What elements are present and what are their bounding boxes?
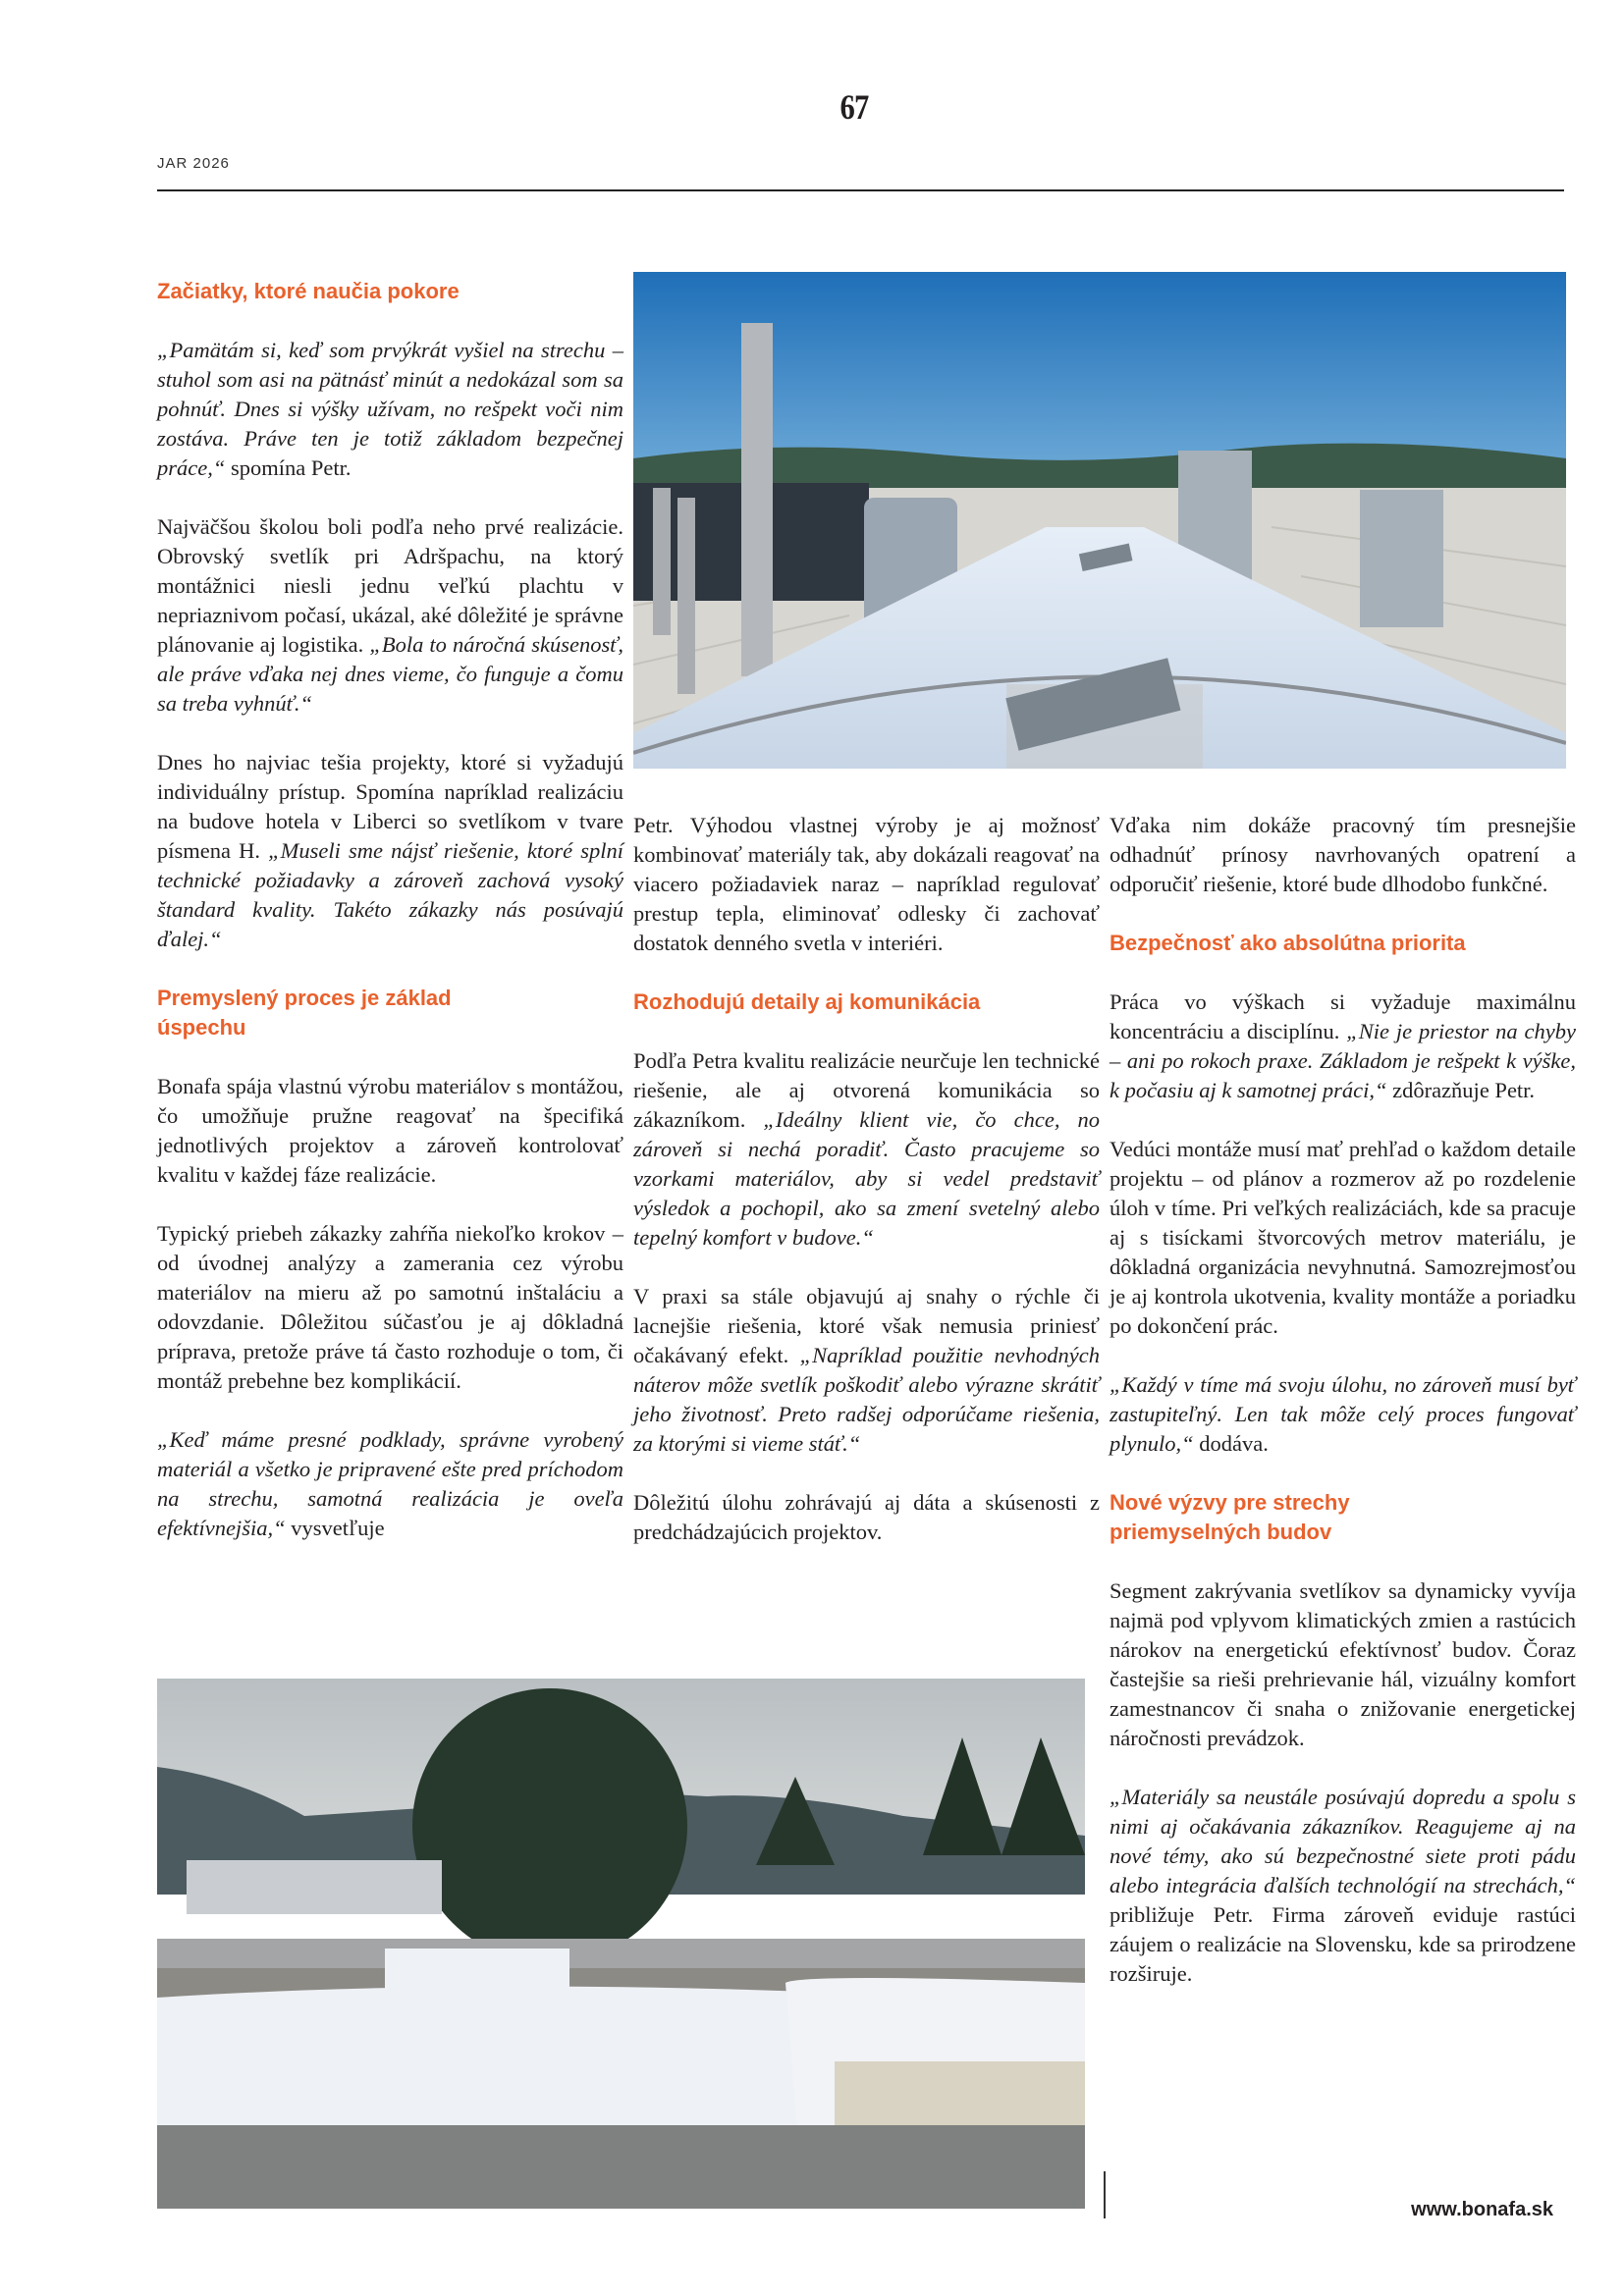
section-heading: Začiatky, ktoré naučia pokore — [157, 279, 460, 303]
quote: „Pamätám si, keď som prvýkrát vyšiel na strechu – stuhol som asi na pätnásť minút a nedokázal som sa pohnúť. Dnes si výšky užívam, no rešpekt voči nim zostáva. Práve ten je totiž základom bezpečnej práce,“ — [157, 338, 623, 480]
website-link[interactable]: www.bonafa.sk — [1411, 2199, 1553, 2220]
paragraph: Dôležitú úlohu zohrávajú aj dáta a skúsenosti z predchádzajúcich projektov. — [633, 1490, 1100, 1544]
article-column-1 — [157, 277, 623, 1573]
quote: „Každý v tíme má svoju úlohu, no zároveň musí byť zastupiteľný. Len tak môže celý proces fungovať plynulo,“ — [1110, 1372, 1576, 1456]
paragraph: „Pamätám si, keď som prvýkrát vyšiel na strechu – stuhol som asi na pätnásť minút a nedokázal som sa pohnúť. Dnes si výšky užívam, no rešpekt voči nim zostáva. Práve ten je totiž základom bezpečnej práce,“ spomína Petr. — [157, 338, 623, 480]
paragraph: Bonafa spája vlastnú výrobu materiálov s montážou, čo umožňuje pružne reagovať na špecifiká jednotlivých projektov a zároveň kontrolovať kvalitu v každej fáze realizácie. — [157, 1074, 623, 1187]
section-heading: Premyslený proces je základ úspechu — [157, 986, 452, 1040]
quote: „Nie je priestor na chyby – ani po rokoch praxe. Základom je rešpekt k výške, k počasiu aj k samotnej práci,“ — [1110, 1019, 1576, 1102]
page-number: 67 — [839, 87, 869, 127]
issue-label: JAR 2026 — [157, 155, 230, 172]
paragraph: Typický priebeh zákazky zahŕňa niekoľko krokov – od úvodnej analýzy a zamerania cez výrobu materiálov na mieru až po samotnú inštaláciu a odovzdanie. Dôležitou súčasťou je aj dôkladná príprava, pretože práve tá často rozhoduje o tom, či montáž prebehne bez komplikácií. — [157, 1221, 623, 1393]
footer-divider — [1104, 2171, 1106, 2218]
paragraph: Práca vo výškach si vyžaduje maximálnu koncentráciu a disciplínu. „Nie je priestor na chyby – ani po rokoch praxe. Základom je rešpekt k výške, k počasiu aj k samotnej práci,“ zdôrazňuje Petr. — [1110, 989, 1576, 1102]
paragraph: Segment zakrývania svetlíkov sa dynamicky vyvíja najmä pod vplyvom klimatických zmien a rastúcich nárokov na energetickú efektívnosť budov. Čoraz častejšie sa rieši prehrievanie hál, vizuálny komfort zamestnancov či snaha o znižovanie energetickej náročnosti prevádzok. — [1110, 1578, 1576, 1750]
paragraph: Petr. Výhodou vlastnej výroby je aj možnosť kombinovať materiály tak, aby dokázali reagovať na viacero požiadaviek naraz – napríklad regulovať prestup tepla, eliminovať odlesky či zachovať dostatok denného svetla v interiéri. — [633, 813, 1100, 955]
quote: „Keď máme presné podklady, správne vyrobený materiál a všetko je pripravené ešte pred príchodom na strechu, samotná realizácia je oveľa efektívnejšia,“ — [157, 1427, 623, 1540]
paragraph: Vedúci montáže musí mať prehľad o každom detaile projektu – od plánov a rozmerov až po rozdelenie úloh v tíme. Pri veľkých realizáciách, kde sa pracuje aj s tisíckami štvorcových metrov materiálu, je dôkladná organizácia nevyhnutná. Samozrejmosťou je aj kontrola ukotvenia, kvality montáže a poriadku po dokončení prác. — [1110, 1137, 1576, 1338]
quote: „Ideálny klient vie, čo chce, no zároveň si nechá poradiť. Často pracujeme so vzorkami materiálov, aby si vedel predstaviť výsledok a pochopil, ako sa zmení svetelný alebo tepelný komfort v budove.“ — [633, 1107, 1100, 1250]
quote: „Materiály sa neustále posúvajú dopredu a spolu s nimi aj očakávania zákazníkov. Reagujeme aj na nové témy, ako sú bezpečnostné siete proti pádu alebo integrácia ďalších technológií na strechách,“ — [1110, 1785, 1576, 1897]
section-heading: Nové výzvy pre strechy priemyselných budov — [1110, 1490, 1350, 1544]
quote: „Napríklad použitie nevhodných náterov môže svetlík poškodiť alebo výrazne skrátiť jeho životnosť. Preto radšej odporúčame riešenia, za ktorými si vieme stáť.“ — [633, 1343, 1100, 1456]
paragraph: Dnes ho najviac tešia projekty, ktoré si vyžadujú individuálny prístup. Spomína napríklad realizáciu na budove hotela v Liberci so svetlíkom v tvare písmena H. „Museli sme nájsť riešenie, ktoré splní technické požiadavky a zároveň zachová vysoký štandard kvality. Takéto zákazky nás posúvajú ďalej.“ — [157, 750, 623, 951]
section-heading: Rozhodujú detaily aj komunikácia — [633, 989, 981, 1014]
quote: „Museli sme nájsť riešenie, ktoré splní technické požiadavky a zároveň zachová vysoký štandard kvality. Takéto zákazky nás posúvajú ďalej.“ — [157, 838, 623, 951]
paragraph: „Materiály sa neustále posúvajú dopredu a spolu s nimi aj očakávania zákazníkov. Reagujeme aj na nové témy, ako sú bezpečnostné siete proti pádu alebo integrácia ďalších technológií na strechách,“ približuje Petr. Firma zároveň eviduje rastúci záujem o realizácie na Slovensku, kde sa prirodzene rozširuje. — [1110, 1785, 1576, 1986]
quote: „Bola to náročná skúsenosť, ale práve vďaka nej dnes vieme, čo funguje a čomu sa treba vyhnúť.“ — [157, 632, 624, 716]
photo-flat-roof-skylights — [157, 1679, 1085, 2209]
paragraph: Podľa Petra kvalitu realizácie neurčuje len technické riešenie, ale aj otvorená komunikácia so zákazníkom. „Ideálny klient vie, čo chce, no zároveň si nechá poradiť. Často pracujeme so vzorkami materiálov, aby si vedel predstaviť výsledok a pochopil, ako sa zmení svetelný alebo tepelný komfort v budove.“ — [633, 1048, 1100, 1250]
paragraph: „Keď máme presné podklady, správne vyrobený materiál a všetko je pripravené ešte pred príchodom na strechu, samotná realizácia je oveľa efektívnejšia,“ vysvetľuje — [157, 1427, 623, 1540]
roof-photo-image — [157, 1679, 1085, 2209]
roof-photo-image — [633, 272, 1566, 769]
paragraph: V praxi sa stále objavujú aj snahy o rýchle či lacnejšie riešenia, ktoré však nemusia priniesť očakávaný efekt. „Napríklad použitie nevhodných náterov môže svetlík poškodiť alebo výrazne skrátiť jeho životnosť. Preto radšej odporúčame riešenia, za ktorými si vieme stáť.“ — [633, 1284, 1100, 1456]
article-column-2 — [633, 811, 1100, 1576]
paragraph: Najväčšou školou boli podľa neho prvé realizácie. Obrovský svetlík pri Adršpachu, na ktorý montážnici niesli jednu veľkú plachtu v nepriaznivom počasí, ukázal, aké dôležité je správne plánovanie aj logistika. „Bola to náročná skúsenosť, ale práve vďaka nej dnes vieme, čo funguje a čomu sa treba vyhnúť.“ — [157, 514, 624, 716]
article-column-3 — [1110, 811, 1576, 2018]
paragraph: Vďaka nim dokáže pracovný tím presnejšie odhadnúť prínosy navrhovaných opatrení a odporučiť riešenie, ktoré bude dlhodobo funkčné. — [1110, 813, 1576, 896]
header-divider — [157, 189, 1564, 191]
photo-barrel-skylight — [633, 272, 1566, 769]
paragraph: „Každý v tíme má svoju úlohu, no zároveň musí byť zastupiteľný. Len tak môže celý proces fungovať plynulo,“ dodáva. — [1110, 1372, 1576, 1456]
section-heading: Bezpečnosť ako absolútna priorita — [1110, 931, 1466, 955]
